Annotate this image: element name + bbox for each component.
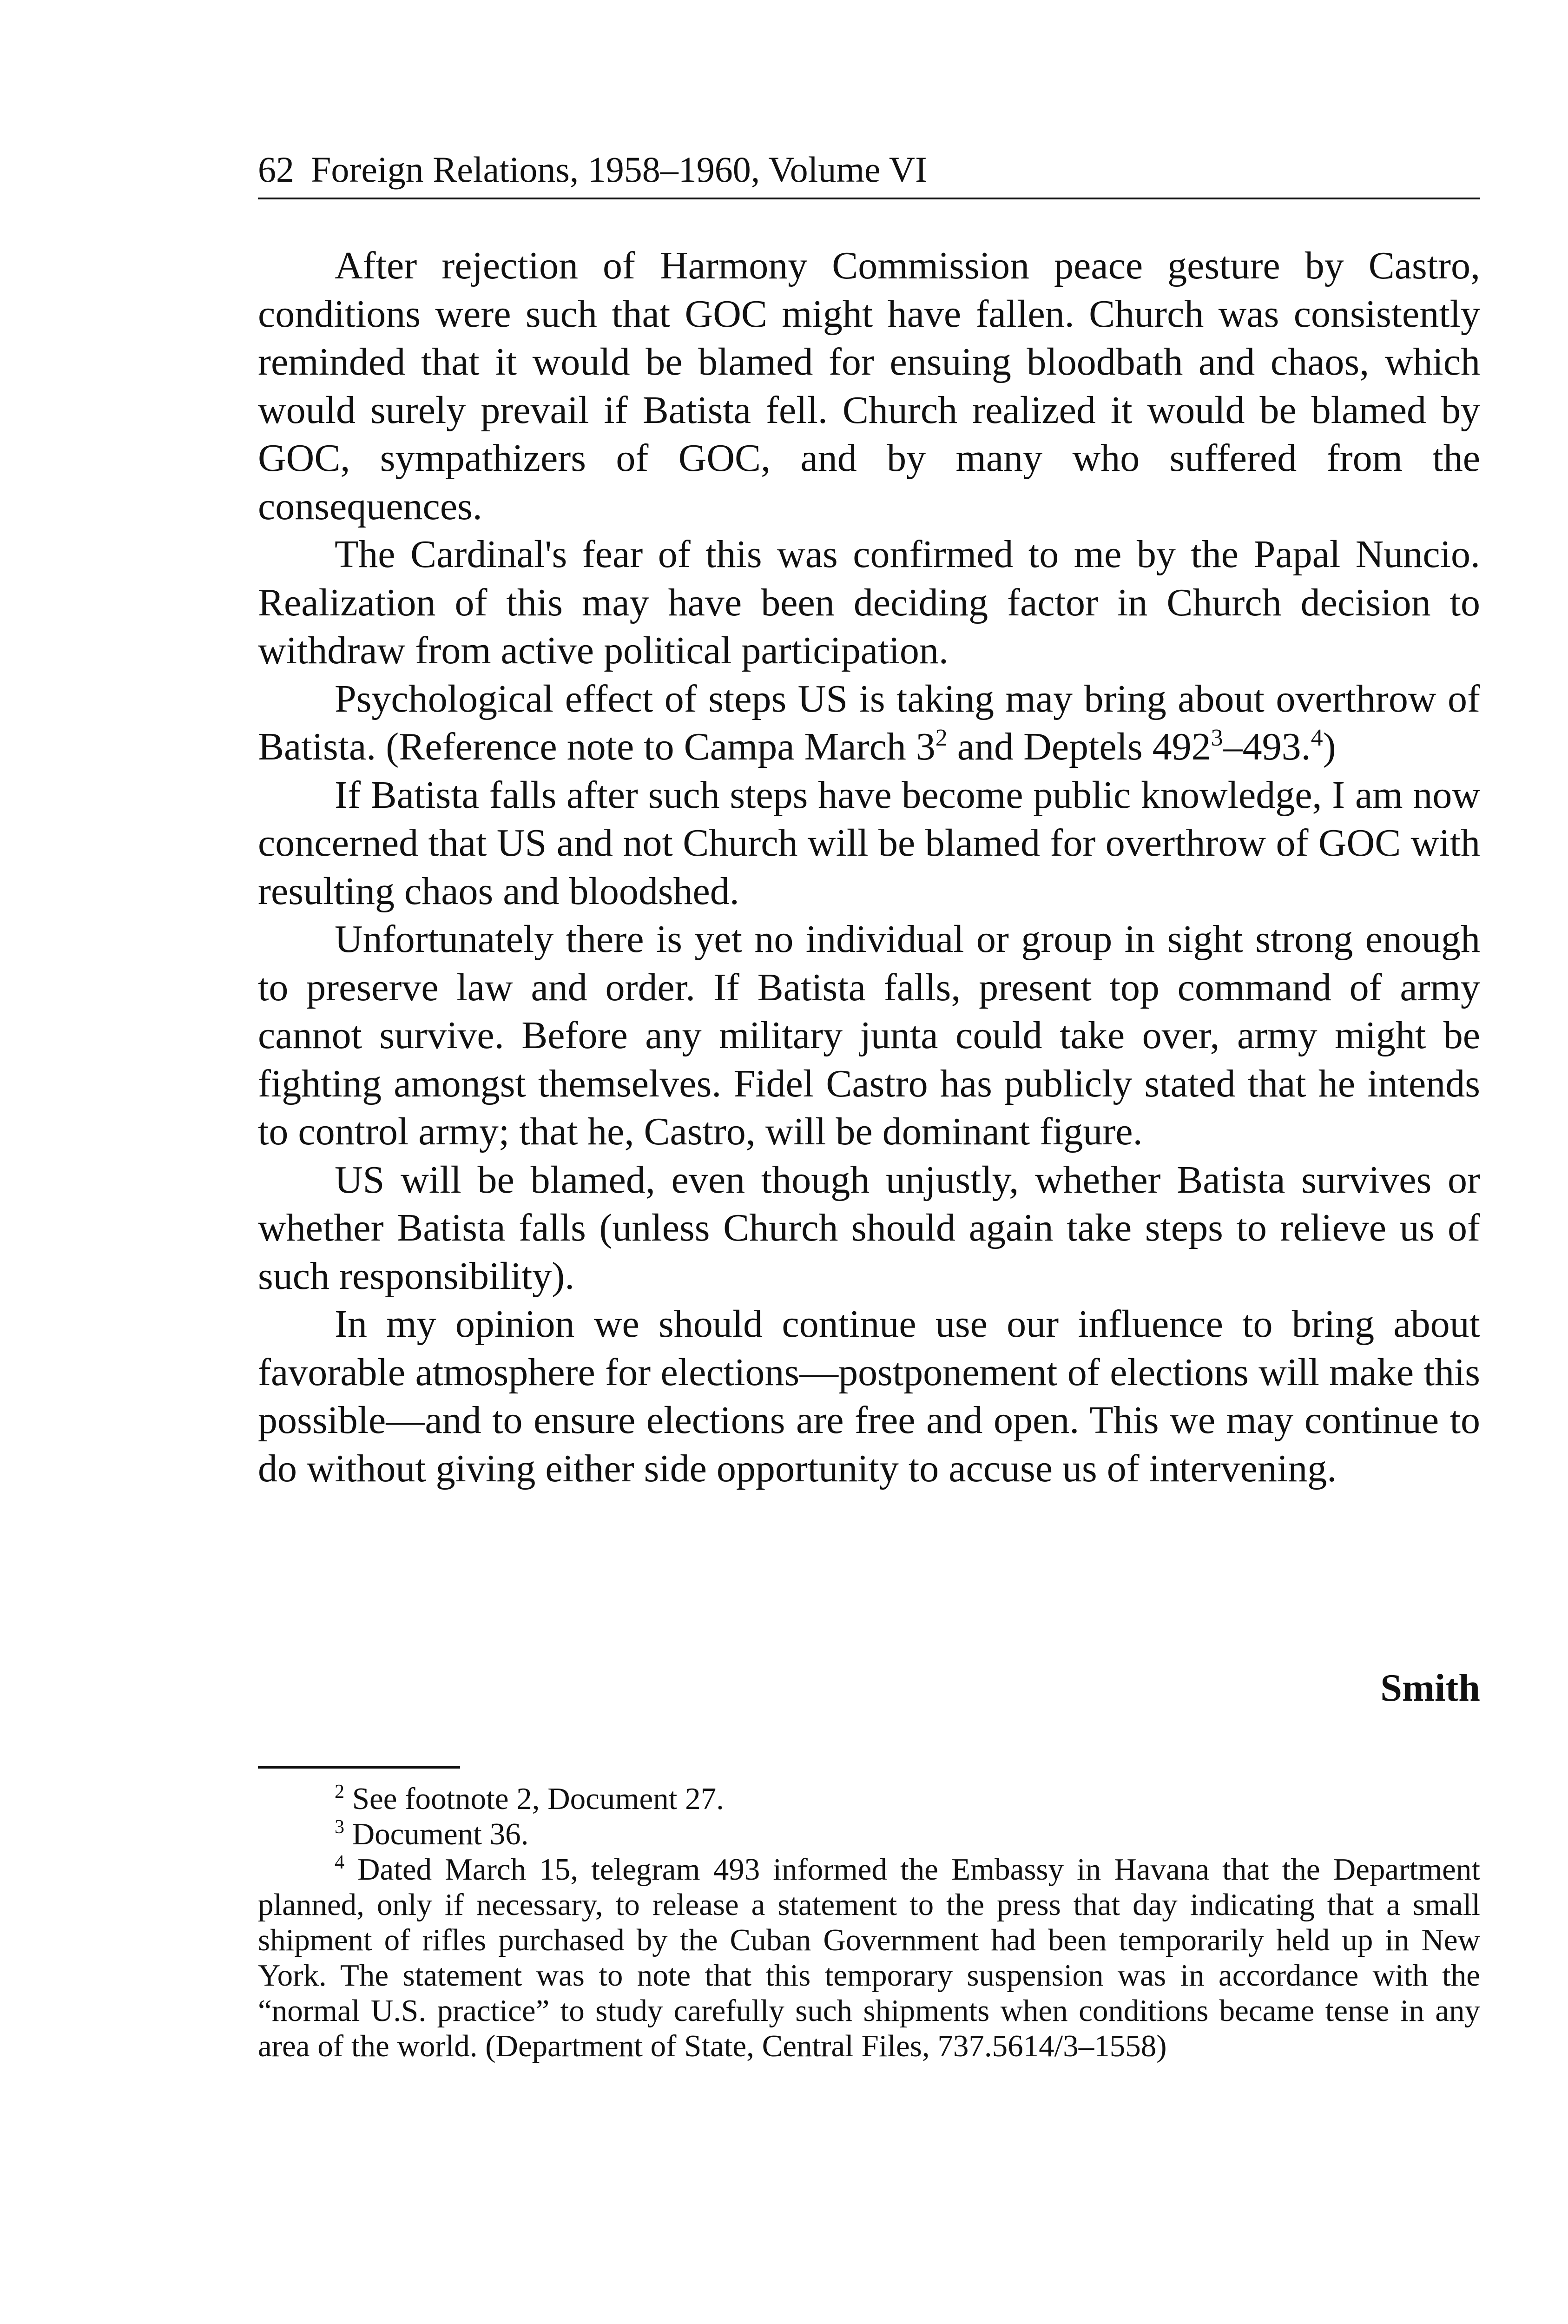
page-number: 62	[258, 149, 294, 190]
running-header-title: Foreign Relations, 1958–1960, Volume VI	[311, 149, 927, 190]
signature: Smith	[1380, 1666, 1480, 1710]
footnote-text: Document 36.	[352, 1817, 529, 1851]
body-paragraph: In my opinion we should continue use our influence to bring about favorable atmosphere for elections—postponement of elections will make this possible—and to ensure elections are free and open. This we may continue to do without giving either side opportunity to accuse us of intervening.	[258, 1302, 1480, 1490]
footnote	[258, 1781, 1480, 1816]
paragraph-text: and Deptels 492	[947, 725, 1211, 768]
footnote-text: Dated March 15, telegram 493 informed the Embassy in Havana that the Department planned, only if necessary, to release a statement to the press that day indicating that a small shipment of rifles purchased by the Cuban Government had been temporarily held up in New York. The statement was to note that this temporary suspension was in accordance with the “normal U.S. practice” to study carefully such shipments when conditions became tense in any area of the world. (Department of State, Central Files, 737.5614/3–1558)	[258, 1852, 1480, 2063]
footnote	[258, 1816, 1480, 1852]
body-paragraph: If Batista falls after such steps have become public knowledge, I am now concerned that US and not Church will be blamed for overthrow of GOC with resulting chaos and bloodshed.	[258, 773, 1480, 913]
paragraph-text: –493.	[1223, 725, 1311, 768]
body-paragraph: Unfortunately there is yet no individual or group in sight strong enough to preserve law and order. If Batista falls, present top command of army cannot survive. Before any military junta could take over, army might be fighting amongst themselves. Fidel Castro has publicly stated that he intends to control army; that he, Castro, will be dominant figure.	[258, 918, 1480, 1153]
footnote	[258, 1852, 1480, 2064]
telegram-body	[258, 242, 1480, 1492]
body-paragraph: The Cardinal's fear of this was confirmed to me by the Papal Nuncio. Realization of this may have been deciding factor in Church decision to withdraw from active political participation.	[258, 533, 1480, 672]
running-header	[258, 146, 1480, 193]
header-rule	[258, 198, 1480, 199]
footnote-marker: 2	[335, 1781, 344, 1802]
body-paragraph: US will be blamed, even though unjustly, whether Batista survives or whether Batista falls (unless Church should again take steps to relieve us of such responsibility).	[258, 1158, 1480, 1298]
body-paragraph: After rejection of Harmony Commission peace gesture by Castro, conditions were such that GOC might have fallen. Church was consistently reminded that it would be blamed for ensuing bloodbath and chaos, which would surely prevail if Batista fell. Church realized it would be blamed by GOC, sympathizers of GOC, and by many who suffered from the consequences.	[258, 244, 1480, 528]
footnote-reference: 3	[1211, 725, 1223, 751]
footnote-marker: 4	[335, 1852, 344, 1873]
footnote-rule	[258, 1766, 460, 1769]
footnote-marker: 3	[335, 1816, 344, 1838]
paragraph-text: Psychological effect of steps US is taking may bring about overthrow of Batista. (Reference note to Campa March 3	[258, 677, 1480, 768]
footnote-reference: 4	[1311, 725, 1323, 751]
footnotes	[258, 1781, 1480, 2064]
footnote-reference: 2	[935, 725, 948, 751]
footnote-text: See footnote 2, Document 27.	[352, 1782, 724, 1816]
body-paragraph	[258, 675, 1480, 771]
paragraph-text: )	[1323, 725, 1336, 768]
